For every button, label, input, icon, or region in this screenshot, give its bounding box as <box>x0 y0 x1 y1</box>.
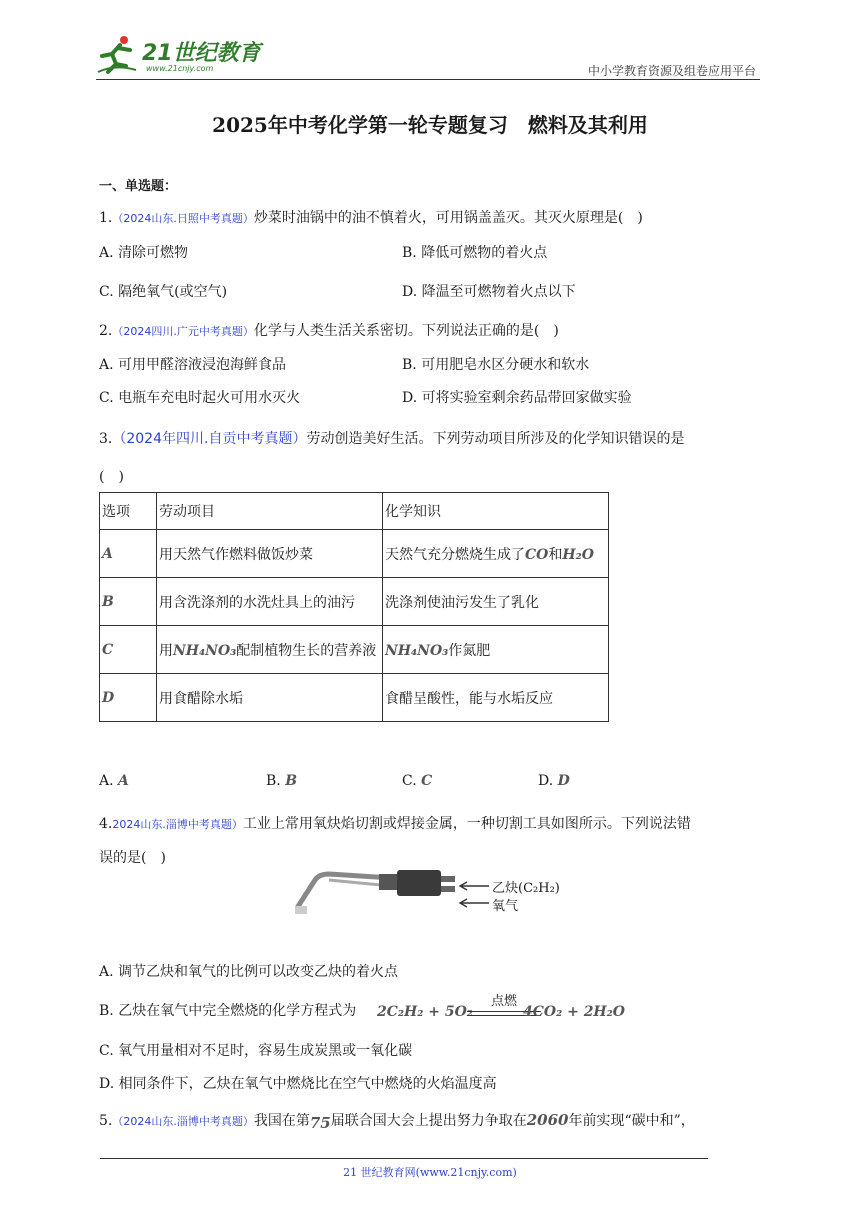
option-letter: C <box>102 641 114 658</box>
arrow-left-icon <box>457 881 491 891</box>
logo-url: www.21cnjy.com <box>146 64 214 73</box>
combustion-equation <box>377 990 627 1026</box>
label-acetylene: 乙炔(C₂H₂) <box>492 881 560 896</box>
question-4-option-d: D. 相同条件下，乙炔在氧气中燃烧比在空气中燃烧的火焰温度高 <box>99 1076 497 1092</box>
question-source: （2024山东.日照中考真题） <box>112 212 254 225</box>
question-3-answer-b <box>266 773 297 789</box>
table-row <box>100 578 609 626</box>
arrow-left-icon <box>457 898 491 908</box>
table-header-row <box>100 493 609 530</box>
header-tagline: 中小学教育资源及组卷应用平台 <box>587 64 756 78</box>
question-1-option-d: D. 降温至可燃物着火点以下 <box>402 284 576 300</box>
question-2-option-a: A. 可用甲醛溶液浸泡海鲜食品 <box>99 357 287 373</box>
question-text: 我国在第 <box>253 1113 310 1129</box>
logo <box>96 34 266 78</box>
option-letter: D <box>102 689 115 706</box>
question-4-stem-cont: 误的是( ) <box>99 850 166 866</box>
footer-divider <box>100 1158 708 1159</box>
target-year: 2060 <box>526 1111 569 1129</box>
option-text: B. 乙炔在氧气中完全燃烧的化学方程式为 <box>99 1003 357 1019</box>
footer-text: 21 世纪教育网(www.21cnjy.com) <box>343 1166 517 1179</box>
answer-prefix: D. <box>538 773 554 789</box>
answer-prefix: B. <box>266 773 281 789</box>
question-number: 1. <box>99 210 113 226</box>
formula: NH₄NO₃ <box>173 642 237 659</box>
equation-rhs: 4CO₂ + 2H₂O <box>523 1004 625 1020</box>
table-cell-option <box>100 530 157 578</box>
table-cell-item: 用食醋除水垢 <box>157 674 383 722</box>
question-3-answer-a <box>99 773 129 789</box>
logo-text: 21世纪教育 <box>142 41 261 66</box>
question-number: 2. <box>99 323 113 339</box>
table-header-cell: 选项 <box>100 493 157 530</box>
question-3-answer-c <box>402 773 432 789</box>
question-1-option-a: A. 清除可燃物 <box>99 245 189 261</box>
knowledge-text: 和 <box>548 546 563 563</box>
question-2-option-d: D. 可将实验室剩余药品带回家做实验 <box>402 390 632 406</box>
cutting-torch-figure <box>295 866 565 914</box>
knowledge-text: 作氮肥 <box>448 642 491 659</box>
question-number: 4. <box>99 816 113 832</box>
question-1-stem <box>99 207 643 227</box>
session-number: 75 <box>309 1114 331 1132</box>
table-row <box>100 674 609 722</box>
question-3-table <box>99 492 609 722</box>
question-1-option-c: C. 隔绝氧气(或空气) <box>99 284 228 300</box>
table-cell-knowledge <box>383 626 609 674</box>
answer-value: C <box>421 773 433 789</box>
table-cell-item: 用含洗涤剂的水洗灶具上的油污 <box>157 578 383 626</box>
answer-value: D <box>557 773 570 789</box>
equation-condition: 点燃 <box>490 994 517 1009</box>
table-header-cell: 化学知识 <box>383 493 609 530</box>
item-text: 配制植物生长的营养液 <box>236 642 377 659</box>
table-row <box>100 626 609 674</box>
question-1-option-b: B. 降低可燃物的着火点 <box>402 245 548 261</box>
table-cell-item <box>157 626 383 674</box>
question-3-answer-d <box>538 773 570 789</box>
option-letter: B <box>102 593 114 610</box>
table-cell-knowledge: 食醋呈酸性，能与水垢反应 <box>383 674 609 722</box>
table-cell-option <box>100 626 157 674</box>
question-text: 届联合国大会上提出努力争取在 <box>330 1113 527 1129</box>
item-text: 用 <box>159 642 173 659</box>
question-4-option-c: C. 氧气用量相对不足时，容易生成炭黑或一氧化碳 <box>99 1043 413 1059</box>
table-cell-option <box>100 674 157 722</box>
document-title: 2025年中考化学第一轮专题复习 燃料及其利用 <box>212 113 648 137</box>
answer-prefix: A. <box>99 773 114 789</box>
question-2-option-c: C. 电瓶车充电时起火可用水灭火 <box>99 390 301 406</box>
question-number: 3. <box>99 431 113 447</box>
formula: H₂O <box>562 546 594 563</box>
question-text: 年前实现“碳中和”， <box>568 1113 695 1129</box>
answer-value: A <box>118 773 129 789</box>
runner-logo-icon <box>96 34 140 74</box>
header-divider <box>96 79 760 80</box>
table-row <box>100 530 609 578</box>
question-text: 劳动创造美好生活。下列劳动项目所涉及的化学知识错误的是 <box>306 431 685 447</box>
question-4-option-b <box>99 1000 356 1020</box>
question-source: 2024山东.淄博中考真题） <box>112 818 243 831</box>
question-5-stem <box>99 1110 695 1130</box>
table-cell-knowledge <box>383 530 609 578</box>
option-letter: A <box>102 545 113 562</box>
question-3-stem-cont: ( ) <box>99 469 124 485</box>
question-text: 化学与人类生活关系密切。下列说法正确的是( ) <box>253 323 559 339</box>
question-2-option-b: B. 可用肥皂水区分硬水和软水 <box>402 357 590 373</box>
question-source: （2024年四川.自贡中考真题） <box>112 431 307 447</box>
question-4-option-a: A. 调节乙炔和氧气的比例可以改变乙炔的着火点 <box>99 964 399 980</box>
section-heading: 一、单选题： <box>99 179 178 194</box>
table-cell-option <box>100 578 157 626</box>
label-oxygen: 氧气 <box>492 899 519 914</box>
question-4-stem <box>99 813 691 833</box>
answer-value: B <box>285 773 298 789</box>
table-cell-knowledge: 洗涤剂使油污发生了乳化 <box>383 578 609 626</box>
table-header-cell: 劳动项目 <box>157 493 383 530</box>
question-source: （2024四川.广元中考真题） <box>112 325 254 338</box>
question-number: 5. <box>99 1113 113 1129</box>
question-3-stem <box>99 428 684 448</box>
table-cell-item: 用天然气作燃料做饭炒菜 <box>157 530 383 578</box>
question-text: 工业上常用氧炔焰切割或焊接金属，一种切割工具如图所示。下列说法错 <box>242 816 691 832</box>
knowledge-text: 天然气充分燃烧生成了 <box>385 546 525 563</box>
question-text: 炒菜时油锅中的油不慎着火，可用锅盖盖灭。其灭火原理是( ) <box>253 210 643 226</box>
question-2-stem <box>99 320 559 340</box>
answer-prefix: C. <box>402 773 417 789</box>
question-source: （2024山东.淄博中考真题） <box>112 1115 254 1128</box>
equation-lhs: 2C₂H₂ + 5O₂ <box>377 1004 473 1020</box>
formula: NH₄NO₃ <box>385 642 449 659</box>
formula: CO <box>525 546 549 563</box>
cutting-torch-icon <box>295 866 475 914</box>
